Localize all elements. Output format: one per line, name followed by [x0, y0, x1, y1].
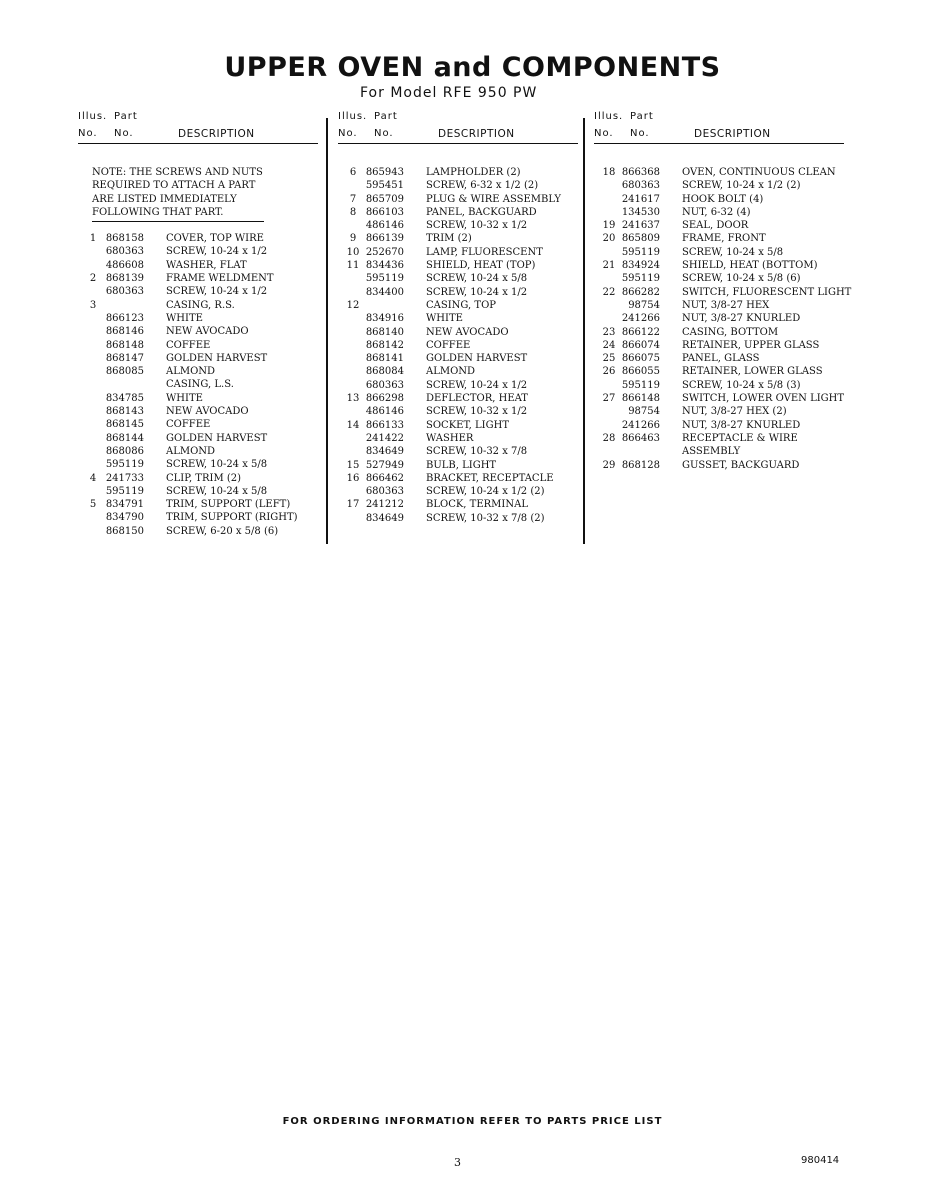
table-row	[78, 352, 318, 365]
part-number: 866055	[621, 366, 660, 378]
table-row	[594, 365, 844, 378]
table-row	[594, 419, 844, 432]
column-divider	[583, 118, 585, 544]
part-no-header: No.	[114, 128, 134, 139]
illus-number: 7	[349, 193, 357, 205]
illus-no-header: No.	[338, 128, 358, 139]
table-row	[78, 325, 318, 338]
table-row	[78, 272, 318, 285]
illus-number: 29	[602, 459, 616, 471]
table-row	[78, 312, 318, 325]
part-description: WHITE	[166, 392, 203, 404]
table-row	[594, 459, 844, 472]
part-description: SCREW, 10-24 x 5/8 (3)	[682, 379, 801, 391]
part-description: SCREW, 10-32 x 1/2	[426, 220, 528, 232]
part-description: ALMOND	[426, 366, 476, 378]
illus-number: 27	[602, 393, 616, 405]
illus-number: 16	[346, 472, 360, 484]
illus-number: 13	[346, 393, 360, 405]
part-number: 865709	[365, 193, 404, 205]
part-number: 241266	[621, 419, 660, 431]
illus-number: 5	[89, 499, 97, 511]
table-row	[338, 445, 578, 458]
part-description: NEW AVOCADO	[166, 406, 249, 418]
column-divider	[326, 118, 328, 544]
part-number: 866139	[365, 233, 404, 245]
illus-number: 12	[346, 299, 360, 311]
part-number: 241266	[621, 313, 660, 325]
part-number: 868139	[105, 273, 144, 285]
part-description: CLIP, TRIM (2)	[166, 472, 242, 484]
table-row	[594, 299, 844, 312]
illus-number: 24	[602, 339, 616, 351]
part-number: 868142	[365, 339, 404, 351]
table-row	[78, 339, 318, 352]
table-row	[78, 378, 318, 391]
part-description: SOCKET, LIGHT	[426, 419, 509, 431]
part-description: FRAME, FRONT	[682, 233, 766, 245]
table-row	[338, 206, 578, 219]
part-number: 866123	[105, 312, 144, 324]
table-row	[594, 312, 844, 325]
part-number: 680363	[365, 379, 404, 391]
part-number: 595119	[621, 379, 660, 391]
table-row	[594, 445, 844, 458]
table-row	[78, 498, 318, 511]
part-number: 866298	[365, 393, 404, 405]
part-description: NUT, 3/8-27 KNURLED	[682, 419, 801, 431]
part-number: 486146	[365, 220, 404, 232]
table-row	[594, 432, 844, 445]
illus-number: 26	[602, 366, 616, 378]
part-description: NUT, 6-32 (4)	[682, 206, 751, 218]
table-row	[338, 179, 578, 192]
part-description: SCREW, 10-32 x 7/8	[426, 446, 528, 458]
illus-number: 14	[346, 419, 360, 431]
part-number: 866282	[621, 286, 660, 298]
part-number: 241733	[105, 472, 144, 484]
table-row	[338, 339, 578, 352]
part-number: 834785	[105, 392, 144, 404]
table-row	[338, 512, 578, 525]
table-row	[338, 219, 578, 232]
part-description: SCREW, 10-24 x 5/8	[426, 273, 528, 285]
part-number: 868086	[105, 445, 144, 457]
part-description: SCREW, 10-24 x 5/8	[682, 246, 784, 258]
part-number: 241637	[621, 220, 660, 232]
part-number: 486608	[105, 259, 144, 271]
part-header: Part	[374, 111, 398, 122]
part-description: COFFEE	[426, 339, 471, 351]
part-number: 595119	[105, 459, 144, 471]
table-row	[338, 392, 578, 405]
part-description: COFFEE	[166, 339, 211, 351]
parts-column-3	[594, 111, 852, 472]
ordering-footer: FOR ORDERING INFORMATION REFER TO PARTS PRICE LIST	[282, 1116, 663, 1127]
table-row	[594, 232, 844, 245]
illus-number: 2	[89, 273, 97, 285]
illus-header: Illus.	[594, 111, 624, 122]
illus-number: 4	[89, 472, 97, 484]
illus-number: 10	[346, 246, 360, 258]
table-row	[594, 352, 844, 365]
part-number: 241212	[365, 499, 404, 511]
illus-number: 9	[349, 233, 357, 245]
illus-number: 20	[602, 233, 616, 245]
table-row	[338, 352, 578, 365]
description-header: DESCRIPTION	[178, 128, 255, 140]
part-description: SHIELD, HEAT (BOTTOM)	[682, 260, 818, 272]
table-row	[594, 339, 844, 352]
part-no-header: No.	[630, 128, 650, 139]
part-description: DEFLECTOR, HEAT	[426, 393, 528, 405]
part-header: Part	[630, 111, 654, 122]
part-description: CASING, R.S.	[166, 299, 235, 311]
part-description: ASSEMBLY	[682, 446, 741, 458]
part-number: 486146	[365, 406, 404, 418]
part-number: 834924	[621, 260, 660, 272]
parts-column-2	[338, 111, 578, 525]
part-description: HOOK BOLT (4)	[682, 193, 764, 205]
illus-number: 8	[349, 206, 357, 218]
part-description: CASING, BOTTOM	[682, 326, 779, 338]
table-row	[338, 379, 578, 392]
part-number: 866074	[621, 339, 660, 351]
table-row	[338, 432, 578, 445]
part-description: SCREW, 6-20 x 5/8 (6)	[166, 525, 279, 537]
part-description: RETAINER, LOWER GLASS	[682, 366, 823, 378]
illus-number: 15	[346, 459, 360, 471]
column-header	[594, 111, 844, 144]
part-description: GUSSET, BACKGUARD	[682, 459, 800, 471]
column-header	[78, 111, 318, 144]
part-description: ALMOND	[166, 445, 216, 457]
table-row	[338, 485, 578, 498]
part-number: 866103	[365, 206, 404, 218]
part-description: WHITE	[166, 312, 203, 324]
table-row	[338, 326, 578, 339]
part-number: 868140	[365, 326, 404, 338]
illus-number: 1	[89, 233, 97, 245]
part-number: 834400	[365, 286, 404, 298]
table-row	[594, 392, 844, 405]
part-number: 868158	[105, 233, 144, 245]
table-row	[338, 286, 578, 299]
part-description: PANEL, BACKGUARD	[426, 206, 537, 218]
table-row	[78, 285, 318, 298]
part-number: 252670	[365, 246, 404, 258]
table-row	[338, 193, 578, 206]
table-row	[594, 259, 844, 272]
table-row	[78, 432, 318, 445]
part-description: SCREW, 10-24 x 1/2	[426, 286, 528, 298]
parts-list	[78, 232, 318, 538]
table-row	[594, 193, 844, 206]
illus-number: 25	[602, 353, 616, 365]
part-number: 834916	[365, 313, 404, 325]
part-description: BLOCK, TERMINAL	[426, 499, 528, 511]
part-description: SCREW, 10-24 x 5/8	[166, 485, 268, 497]
part-description: GOLDEN HARVEST	[166, 432, 268, 444]
table-row	[78, 259, 318, 272]
table-row	[338, 459, 578, 472]
part-description: NUT, 3/8-27 HEX (2)	[682, 406, 787, 418]
table-row	[338, 272, 578, 285]
part-number: 868144	[105, 432, 144, 444]
description-header: DESCRIPTION	[438, 128, 515, 140]
illus-number: 17	[346, 499, 360, 511]
part-description: TRIM, SUPPORT (LEFT)	[166, 499, 291, 511]
part-description: OVEN, CONTINUOUS CLEAN	[682, 167, 836, 178]
description-header: DESCRIPTION	[694, 128, 771, 140]
part-description: SCREW, 10-24 x 1/2 (2)	[426, 486, 545, 498]
page-number: 3	[454, 1156, 461, 1169]
part-number: 134530	[621, 206, 660, 218]
part-description: CASING, L.S.	[166, 379, 234, 391]
table-row	[594, 166, 844, 179]
part-number: 595119	[621, 273, 660, 285]
model-subtitle: For Model RFE 950 PW	[360, 85, 538, 101]
part-number: 868143	[105, 406, 144, 418]
part-description: SCREW, 10-24 x 1/2 (2)	[682, 180, 801, 192]
table-row	[78, 392, 318, 405]
table-row	[338, 472, 578, 485]
parts-list	[338, 166, 578, 525]
part-description: SCREW, 10-24 x 5/8	[166, 459, 268, 471]
table-row	[594, 405, 844, 418]
part-number: 241422	[365, 432, 404, 444]
part-number: 868141	[365, 353, 404, 365]
table-row	[338, 259, 578, 272]
part-description: LAMPHOLDER (2)	[426, 167, 521, 178]
part-number: 834436	[365, 260, 404, 272]
table-row	[78, 445, 318, 458]
table-row	[594, 206, 844, 219]
part-description: SCREW, 10-24 x 1/2	[166, 246, 268, 258]
part-number: 834790	[105, 512, 144, 524]
part-description: SCREW, 10-32 x 7/8 (2)	[426, 512, 545, 524]
part-number: 866463	[621, 432, 660, 444]
illus-number: 6	[349, 167, 357, 178]
table-row	[338, 166, 578, 179]
part-number: 865943	[365, 167, 404, 178]
part-description: PLUG & WIRE ASSEMBLY	[426, 193, 561, 205]
illus-number: 19	[602, 220, 616, 232]
part-number: 595119	[105, 485, 144, 497]
part-description: SCREW, 10-24 x 1/2	[426, 379, 528, 391]
part-description: NUT, 3/8-27 HEX	[682, 299, 770, 311]
table-row	[594, 326, 844, 339]
part-description: TRIM (2)	[426, 233, 472, 245]
table-row	[338, 299, 578, 312]
part-number: 680363	[105, 246, 144, 258]
part-description: SCREW, 10-24 x 5/8 (6)	[682, 273, 801, 285]
part-description: COFFEE	[166, 419, 211, 431]
part-description: RETAINER, UPPER GLASS	[682, 339, 820, 351]
part-description: BRACKET, RECEPTACLE	[426, 472, 554, 484]
part-description: CASING, TOP	[426, 299, 497, 311]
page-title: UPPER OVEN and COMPONENTS	[224, 52, 721, 83]
column-header	[338, 111, 578, 144]
part-description: SHIELD, HEAT (TOP)	[426, 260, 536, 272]
document-number: 980414	[801, 1155, 840, 1166]
table-row	[78, 245, 318, 258]
table-row	[78, 365, 318, 378]
part-description: WHITE	[426, 313, 463, 325]
parts-list	[594, 166, 852, 472]
part-number: 680363	[105, 286, 144, 298]
table-row	[78, 525, 318, 538]
part-description: GOLDEN HARVEST	[426, 353, 528, 365]
part-number: 866368	[621, 167, 660, 178]
table-row	[594, 379, 844, 392]
illus-number: 3	[89, 299, 97, 311]
part-description: GOLDEN HARVEST	[166, 352, 268, 364]
part-description: WASHER, FLAT	[166, 259, 247, 271]
screws-note: NOTE: THE SCREWS AND NUTS REQUIRED TO ATTACH A PART ARE LISTED IMMEDIATELY FOLLOWING THAT PART.	[92, 166, 264, 222]
part-number: 868145	[105, 419, 144, 431]
part-description: RECEPTACLE & WIRE	[682, 432, 798, 444]
part-description: COVER, TOP WIRE	[166, 233, 264, 245]
part-description: NUT, 3/8-27 KNURLED	[682, 313, 801, 325]
part-number: 98754	[628, 299, 660, 311]
part-description: NEW AVOCADO	[426, 326, 509, 338]
illus-header: Illus.	[78, 111, 108, 122]
part-description: ALMOND	[166, 366, 216, 378]
table-row	[78, 418, 318, 431]
part-description: FRAME WELDMENT	[166, 273, 274, 285]
part-number: 834649	[365, 446, 404, 458]
table-row	[338, 498, 578, 511]
illus-number: 23	[602, 326, 616, 338]
table-row	[594, 219, 844, 232]
table-row	[594, 179, 844, 192]
part-number: 241617	[621, 193, 660, 205]
part-number: 868147	[105, 352, 144, 364]
part-number: 527949	[365, 459, 404, 471]
table-row	[338, 312, 578, 325]
table-row	[594, 272, 844, 285]
table-row	[338, 405, 578, 418]
part-number: 866122	[621, 326, 660, 338]
part-number: 98754	[628, 406, 660, 418]
part-description: SWITCH, LOWER OVEN LIGHT	[682, 393, 845, 405]
part-description: BULB, LIGHT	[426, 459, 497, 471]
part-number: 834791	[105, 499, 144, 511]
part-description: NEW AVOCADO	[166, 326, 249, 338]
part-number: 868146	[105, 326, 144, 338]
illus-no-header: No.	[594, 128, 614, 139]
table-row	[78, 458, 318, 471]
table-row	[78, 511, 318, 524]
illus-number: 11	[346, 260, 360, 272]
part-description: SEAL, DOOR	[682, 220, 749, 232]
part-description: SWITCH, FLUORESCENT LIGHT	[682, 286, 852, 298]
part-no-header: No.	[374, 128, 394, 139]
part-number: 868128	[621, 459, 660, 471]
table-row	[594, 246, 844, 259]
illus-number: 28	[602, 432, 616, 444]
table-row	[338, 232, 578, 245]
part-number: 680363	[365, 486, 404, 498]
table-row	[78, 405, 318, 418]
table-row	[338, 246, 578, 259]
part-description: PANEL, GLASS	[682, 353, 760, 365]
part-description: TRIM, SUPPORT (RIGHT)	[166, 512, 298, 524]
part-number: 595451	[365, 180, 404, 192]
illus-number: 22	[602, 286, 616, 298]
table-row	[78, 232, 318, 245]
part-number: 866462	[365, 472, 404, 484]
table-row	[338, 419, 578, 432]
part-number: 866148	[621, 393, 660, 405]
table-row	[338, 365, 578, 378]
illus-number: 21	[602, 260, 616, 272]
part-number: 868148	[105, 339, 144, 351]
part-number: 868085	[105, 366, 144, 378]
table-row	[594, 286, 852, 299]
part-description: LAMP, FLUORESCENT	[426, 246, 543, 258]
parts-column-1	[78, 111, 318, 538]
table-row	[78, 472, 318, 485]
part-number: 868084	[365, 366, 404, 378]
part-number: 868150	[105, 525, 144, 537]
part-number: 595119	[621, 246, 660, 258]
part-description: SCREW, 10-32 x 1/2	[426, 406, 528, 418]
illus-number: 18	[602, 167, 616, 178]
part-number: 866133	[365, 419, 404, 431]
part-number: 866075	[621, 353, 660, 365]
part-number: 865809	[621, 233, 660, 245]
part-description: SCREW, 10-24 x 1/2	[166, 286, 268, 298]
part-number: 595119	[365, 273, 404, 285]
table-row	[78, 299, 318, 312]
part-description: SCREW, 6-32 x 1/2 (2)	[426, 180, 539, 192]
part-description: WASHER	[426, 432, 474, 444]
illus-no-header: No.	[78, 128, 98, 139]
illus-header: Illus.	[338, 111, 368, 122]
part-header: Part	[114, 111, 138, 122]
table-row	[78, 485, 318, 498]
part-number: 834649	[365, 512, 404, 524]
part-number: 680363	[621, 180, 660, 192]
